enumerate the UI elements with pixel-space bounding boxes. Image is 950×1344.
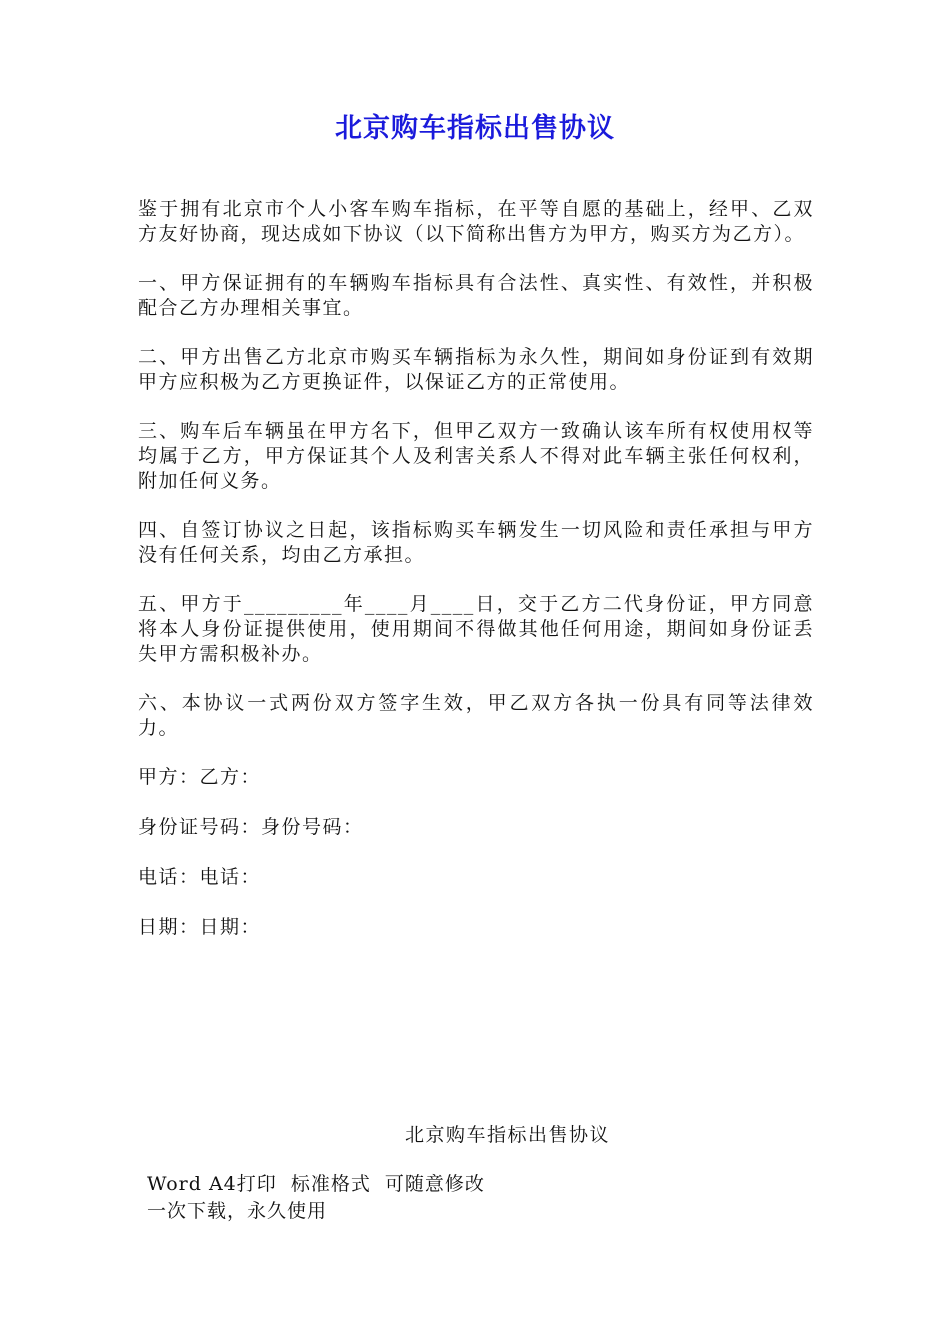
paragraph-clause-6: 六、本协议一式两份双方签字生效，甲乙双方各执一份具有同等法律效力。 <box>138 692 814 739</box>
footer-format-note: Word A4打印 标准格式 可随意修改 <box>147 1173 485 1195</box>
footer-download-note: 一次下载，永久使用 <box>147 1200 328 1222</box>
document-title: 北京购车指标出售协议 <box>335 113 615 144</box>
signature-id-number: 身份证号码：身份号码： <box>138 816 364 838</box>
paragraph-clause-2: 二、甲方出售乙方北京市购买车辆指标为永久性，期间如身份证到有效期甲方应积极为乙方更换证件，以保证乙方的正常使用。 <box>138 346 814 393</box>
document-body <box>138 197 814 965</box>
signature-date: 日期：日期： <box>138 916 262 938</box>
signature-phone: 电话：电话： <box>138 866 262 888</box>
paragraph-clause-3: 三、购车后车辆虽在甲方名下，但甲乙双方一致确认该车所有权使用权等均属于乙方，甲方保证其个人及利害关系人不得对此车辆主张任何权利，附加任何义务。 <box>138 420 814 492</box>
paragraph-clause-4: 四、自签订协议之日起，该指标购买车辆发生一切风险和责任承担与甲方没有任何关系，均由乙方承担。 <box>138 519 814 566</box>
paragraph-clause-5: 五、甲方于_________年____月____日，交于乙方二代身份证，甲方同意将本人身份证提供使用，使用期间不得做其他任何用途，期间如身份证丢失甲方需积极补办。 <box>138 593 814 665</box>
paragraph-clause-1: 一、甲方保证拥有的车辆购车指标具有合法性、真实性、有效性，并积极配合乙方办理相关事宜。 <box>138 272 814 319</box>
paragraph-preamble: 鉴于拥有北京市个人小客车购车指标，在平等自愿的基础上，经甲、乙双方友好协商，现达成如下协议（以下简称出售方为甲方，购买方为乙方）。 <box>138 198 814 245</box>
footer-title: 北京购车指标出售协议 <box>405 1124 611 1146</box>
signature-parties: 甲方：乙方： <box>138 766 262 788</box>
